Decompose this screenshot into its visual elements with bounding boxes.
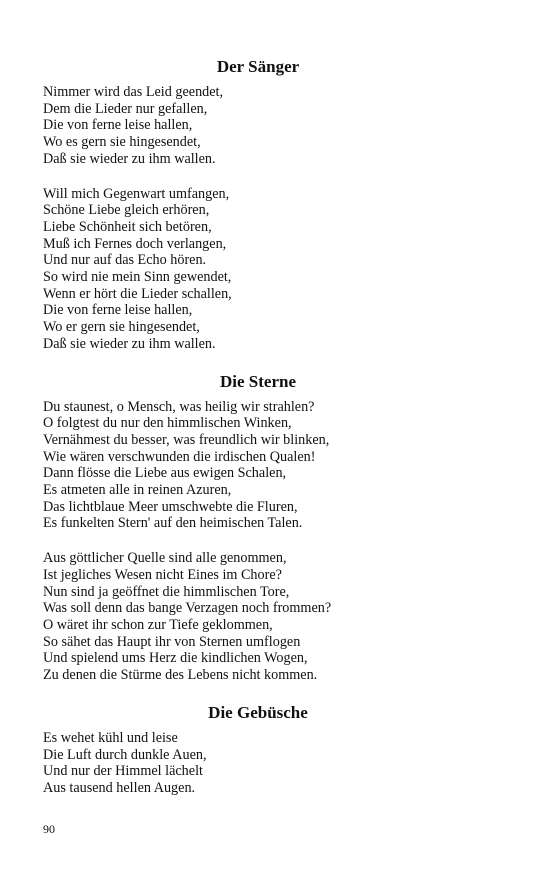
- verse-line: Schöne Liebe gleich erhören,: [43, 202, 210, 219]
- verse-line: So wird nie mein Sinn gewendet,: [43, 269, 232, 286]
- verse-line: Daß sie wieder zu ihm wallen.: [43, 150, 216, 167]
- verse-line: Dann flösse die Liebe aus ewigen Schalen,: [43, 465, 287, 482]
- verse-line: Die von ferne leise hallen,: [43, 302, 193, 319]
- verse-line: Aus tausend hellen Augen.: [43, 779, 196, 796]
- verse-line: Und nur der Himmel lächelt: [43, 763, 203, 780]
- verse-line: Dem die Lieder nur gefallen,: [43, 100, 208, 117]
- stanza: [43, 84, 473, 168]
- verse-line: Es atmeten alle in reinen Azuren,: [43, 482, 232, 499]
- poem-die-gebuesche: [43, 702, 473, 797]
- book-page: [43, 56, 473, 815]
- verse-line: Vernähmest du besser, was freundlich wir blinken,: [43, 431, 330, 448]
- verse-line: Zu denen die Stürme des Lebens nicht kommen.: [43, 667, 318, 684]
- poem-die-sterne: [43, 371, 473, 684]
- verse-line: Wo es gern sie hingesendet,: [43, 134, 201, 151]
- verse-line: Was soll denn das bange Verzagen noch frommen?: [43, 600, 332, 617]
- verse-line: Wo er gern sie hingesendet,: [43, 319, 200, 336]
- verse-line: O wäret ihr schon zur Tiefe geklommen,: [43, 616, 273, 633]
- stanza: [43, 730, 473, 797]
- verse-line: Es funkelten Stern' auf den heimischen Talen.: [43, 515, 303, 532]
- poem-der-saenger: [43, 56, 473, 353]
- verse-line: Du staunest, o Mensch, was heilig wir strahlen?: [43, 398, 315, 415]
- stanza: [43, 550, 473, 684]
- verse-line: Liebe Schönheit sich betören,: [43, 218, 212, 235]
- verse-line: Muß ich Fernes doch verlangen,: [43, 235, 227, 252]
- poem-title: Die Sterne: [219, 371, 296, 391]
- verse-line: Die von ferne leise hallen,: [43, 117, 193, 134]
- stanza: [43, 186, 473, 353]
- verse-line: Ist jegliches Wesen nicht Eines im Chore?: [43, 566, 282, 583]
- verse-line: Daß sie wieder zu ihm wallen.: [43, 335, 216, 352]
- verse-line: Es wehet kühl und leise: [43, 729, 178, 746]
- poem-title: Die Gebüsche: [208, 702, 308, 722]
- verse-line: Das lichtblaue Meer umschwebte die Fluren,: [43, 498, 298, 515]
- verse-line: Aus göttlicher Quelle sind alle genommen,: [43, 550, 287, 567]
- verse-line: Wie wären verschwunden die irdischen Qualen!: [43, 448, 316, 465]
- page-number: 90: [43, 822, 55, 836]
- stanza: [43, 399, 473, 533]
- verse-line: Nimmer wird das Leid geendet,: [43, 84, 224, 100]
- verse-line: Wenn er hört die Lieder schallen,: [43, 285, 232, 302]
- verse-line: So sähet das Haupt ihr von Sternen umflogen: [43, 633, 301, 650]
- poem-title: Der Sänger: [216, 57, 300, 76]
- verse-line: Nun sind ja geöffnet die himmlischen Tore,: [43, 583, 290, 600]
- verse-line: Und spielend ums Herz die kindlichen Wogen,: [43, 650, 308, 667]
- verse-line: Die Luft durch dunkle Auen,: [43, 746, 207, 763]
- verse-line: O folgtest du nur den himmlischen Winken,: [43, 415, 292, 432]
- verse-line: Will mich Gegenwart umfangen,: [43, 185, 230, 202]
- verse-line: Und nur auf das Echo hören.: [43, 252, 207, 269]
